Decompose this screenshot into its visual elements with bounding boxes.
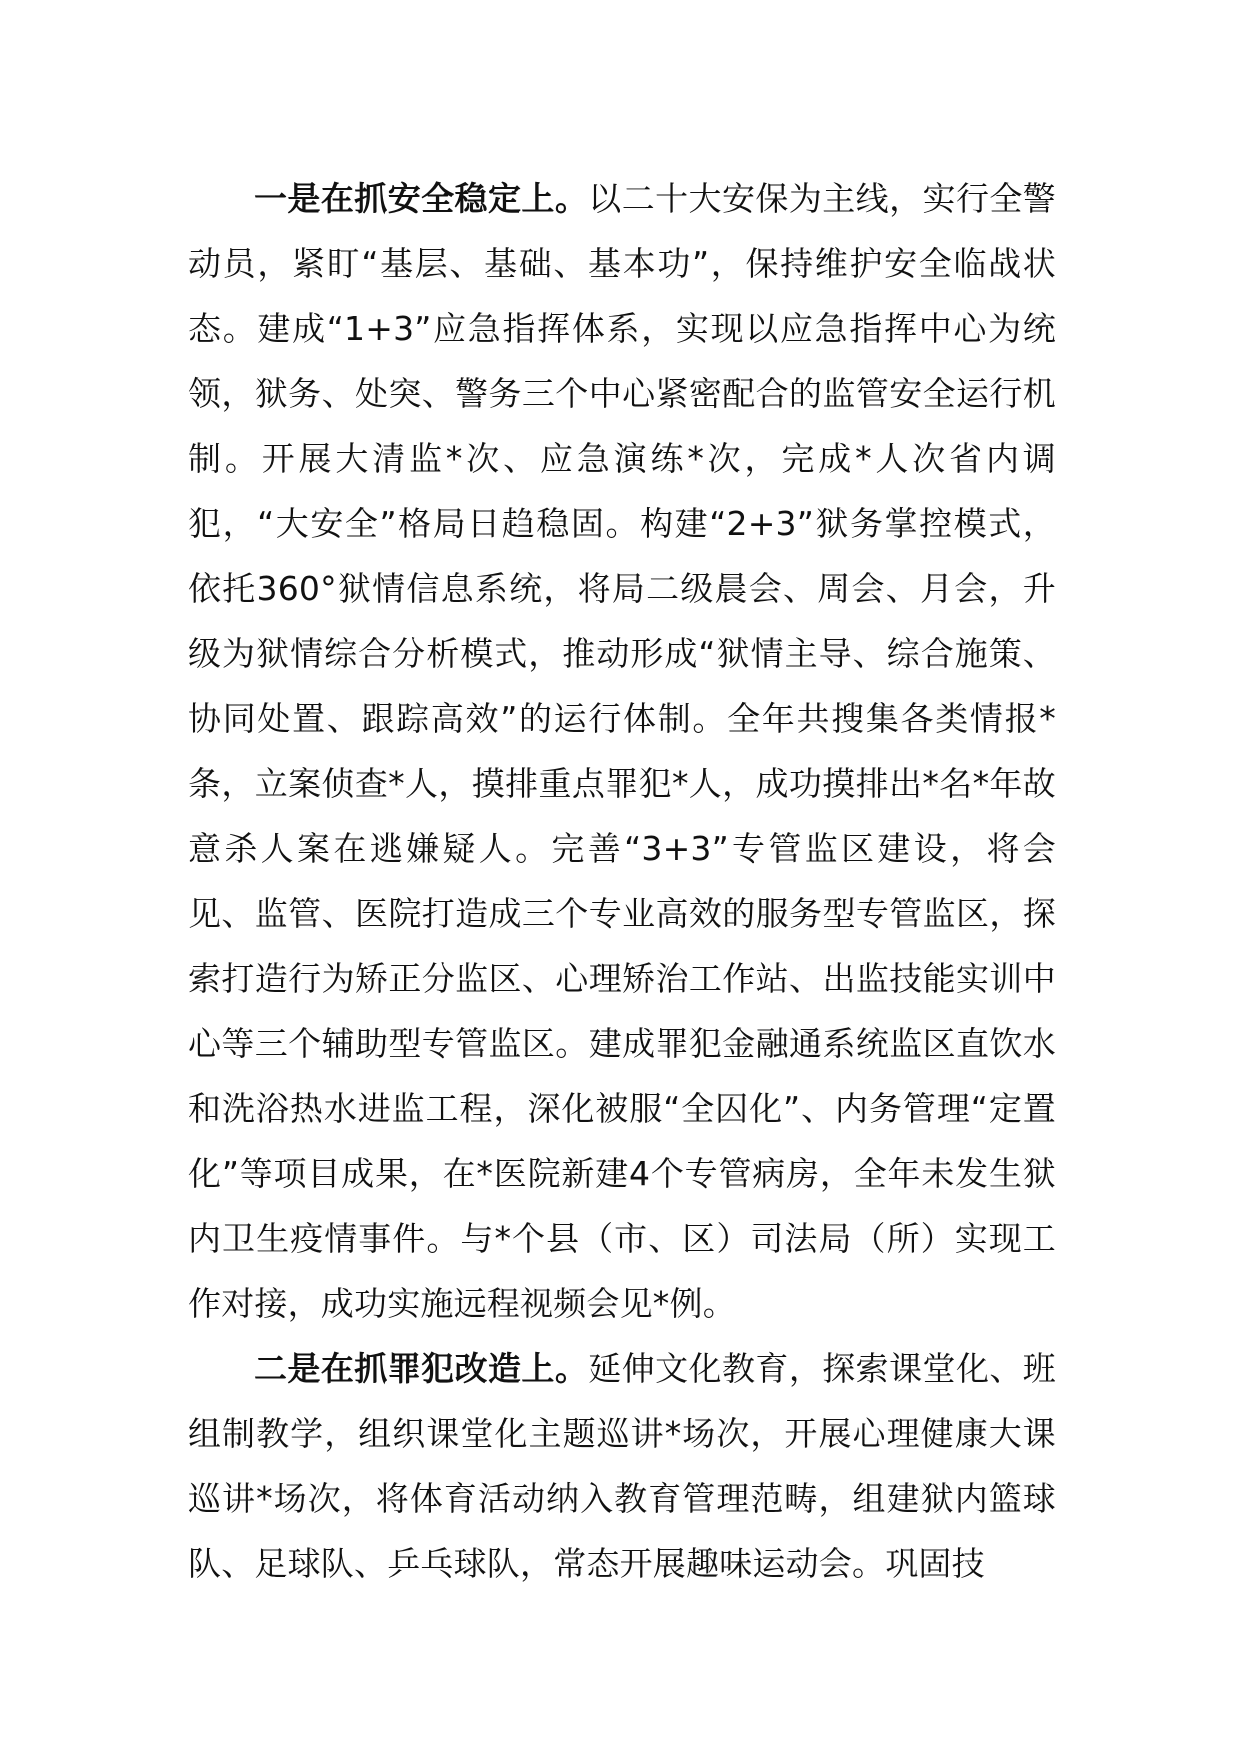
- paragraph-lead: 二是在抓罪犯改造上。: [254, 1349, 589, 1388]
- paragraph-lead: 一是在抓安全稳定上。: [254, 179, 589, 218]
- paragraph-text: 延伸文化教育，探索课堂化、班组制教学，组织课堂化主题巡讲*场次，开展心理健康大课巡讲*场次，将体育活动纳入教育管理范畴，组建狱内篮球队、足球队、乒乓球队，常态开展趣味运动会。巩固技: [188, 1349, 1056, 1583]
- document-body: [188, 166, 1056, 1596]
- paragraph-security: [188, 166, 1056, 1336]
- paragraph-text: 以二十大安保为主线，实行全警动员，紧盯“基层、基础、基本功”，保持维护安全临战状态。建成“1+3”应急指挥体系，实现以应急指挥中心为统领，狱务、处突、警务三个中心紧密配合的监管安全运行机制。开展大清监*次、应急演练*次，完成*人次省内调犯，“大安全”格局日趋稳固。构建“2+3”狱务掌控模式，依托360°狱情信息系统，将局二级晨会、周会、月会，升级为狱情综合分析模式，推动形成“狱情主导、综合施策、协同处置、跟踪高效”的运行体制。全年共搜集各类情报*条，立案侦查*人，摸排重点罪犯*人，成功摸排出*名*年故意杀人案在逃嫌疑人。完善“3+3”专管监区建设，将会见、监管、医院打造成三个专业高效的服务型专管监区，探索打造行为矫正分监区、心理矫治工作站、出监技能实训中心等三个辅助型专管监区。建成罪犯金融通系统监区直饮水和洗浴热水进监工程，深化被服“全囚化”、内务管理“定置化”等项目成果，在*医院新建4个专管病房，全年未发生狱内卫生疫情事件。与*个县（市、区）司法局（所）实现工作对接，成功实施远程视频会见*例。: [188, 179, 1056, 1323]
- paragraph-reform: [188, 1336, 1056, 1596]
